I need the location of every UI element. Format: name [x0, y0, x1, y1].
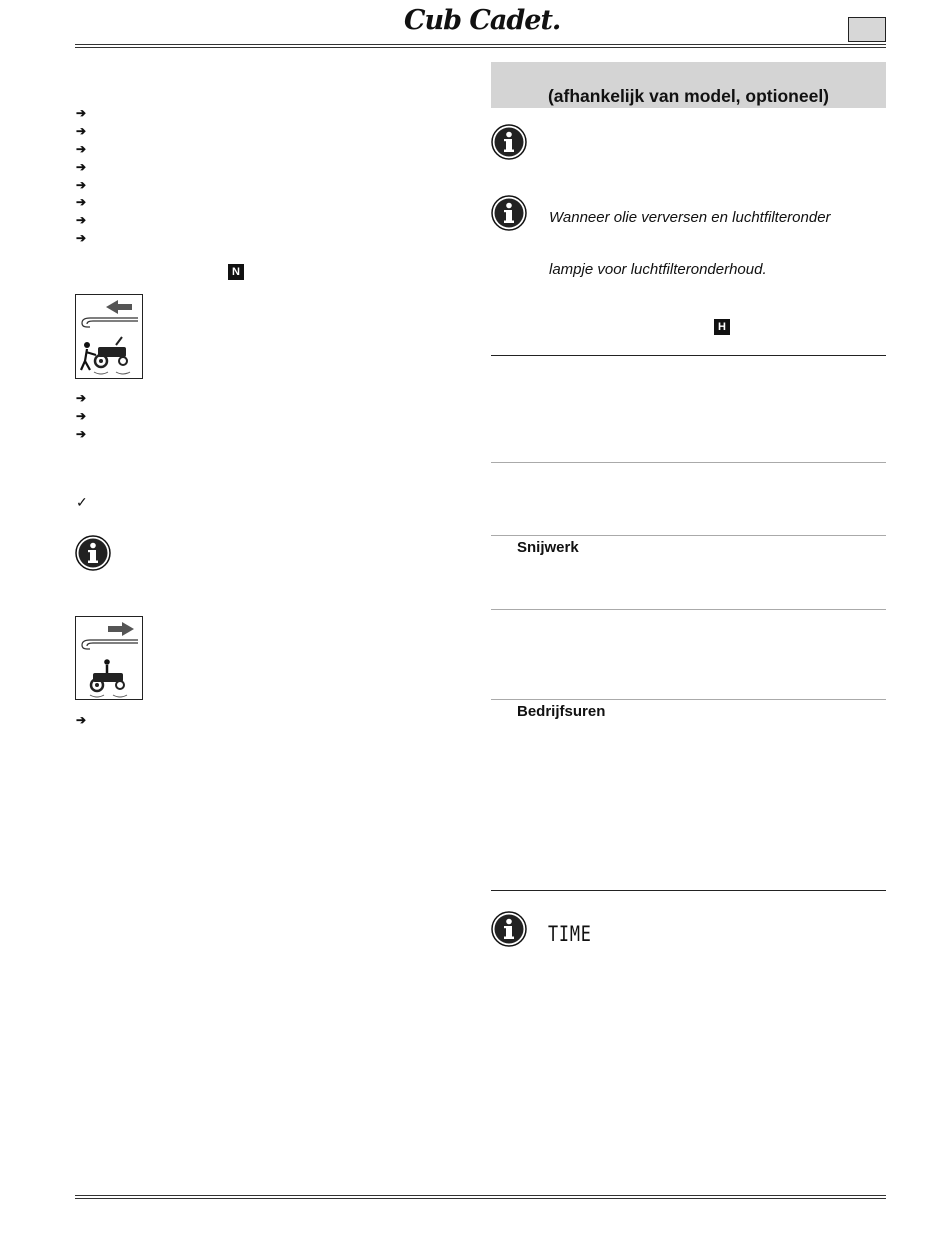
table-row-divider [491, 699, 886, 700]
footer-rule [75, 1195, 886, 1199]
note-text-line-2: lampje voor luchtfilteronderhoud. [549, 261, 767, 278]
bullet-arrow: ➔ [76, 391, 87, 405]
row-label-bedrijfsuren: Bedrijfsuren [517, 703, 606, 720]
bullet-arrow: ➔ [76, 195, 87, 209]
bullet-arrow: ➔ [76, 231, 87, 245]
row-label-snijwerk: Snijwerk [517, 539, 579, 556]
table-row-divider [491, 462, 886, 463]
forward-lever-rider-icon [75, 616, 143, 700]
bullet-arrow: ➔ [76, 106, 87, 120]
bullet-arrow: ➔ [76, 178, 87, 192]
table-row-divider [491, 609, 886, 610]
table-top-rule [491, 355, 886, 356]
bullet-arrow: ➔ [76, 160, 87, 174]
header-rule [75, 44, 886, 48]
cub-cadet-logo: Cub Cadet. [404, 5, 561, 36]
table-row-divider [491, 535, 886, 536]
bullet-arrow: ➔ [76, 213, 87, 227]
info-icon [491, 911, 527, 947]
section-subtitle: (afhankelijk van model, optioneel) [547, 86, 830, 106]
badge-h: H [714, 319, 730, 335]
bullet-arrow: ➔ [76, 124, 87, 138]
info-icon [75, 535, 111, 571]
lcd-time-display: TIME [548, 922, 592, 946]
table-bottom-rule [491, 890, 886, 891]
info-icon [491, 195, 527, 231]
bullet-arrow: ➔ [76, 427, 87, 441]
badge-n: N [228, 264, 244, 280]
bullet-arrow: ➔ [76, 409, 87, 423]
page-number-box [848, 17, 886, 42]
note-text-line-1: Wanneer olie verversen en luchtfilteronder [549, 209, 831, 226]
bullet-arrow: ➔ [76, 142, 87, 156]
reverse-lever-operator-icon [75, 294, 143, 379]
check-mark: ✓ [76, 494, 88, 510]
info-icon [491, 124, 527, 160]
bullet-arrow: ➔ [76, 713, 87, 727]
